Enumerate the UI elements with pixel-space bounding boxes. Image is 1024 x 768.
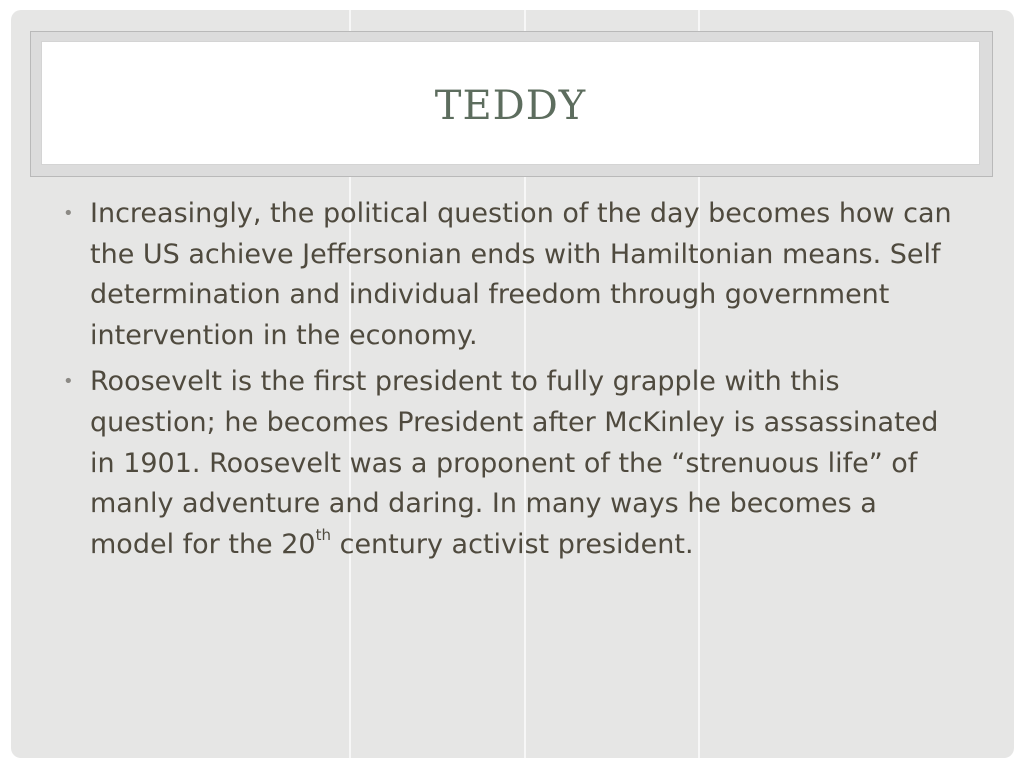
title-frame — [30, 31, 993, 177]
title-box — [41, 41, 980, 165]
bullet-item — [60, 194, 960, 356]
bullet-item — [60, 362, 960, 565]
slide-title: TEDDY — [434, 83, 587, 129]
bullet-text: Increasingly, the political question of the day becomes how can the US achieve Jeffersonian ends with Hamiltonian means. Self determination and individual freedom through government intervention in the economy. — [90, 198, 952, 351]
bullet-text — [90, 366, 938, 559]
bullet-icon: • — [63, 203, 74, 224]
ordinal-superscript: th — [315, 525, 332, 544]
bullet-text-part: century activist president. — [331, 528, 694, 560]
bullet-text-part: Roosevelt is the first president to fully grapple with this question; he becomes President after McKinley is assassinated in 1901. Roosevelt was a proponent of the “strenuous life” of manly adventure and daring. In many ways he becomes a model for the 20 — [90, 366, 939, 560]
bullet-icon: • — [63, 371, 74, 393]
bullet-list — [60, 194, 960, 571]
